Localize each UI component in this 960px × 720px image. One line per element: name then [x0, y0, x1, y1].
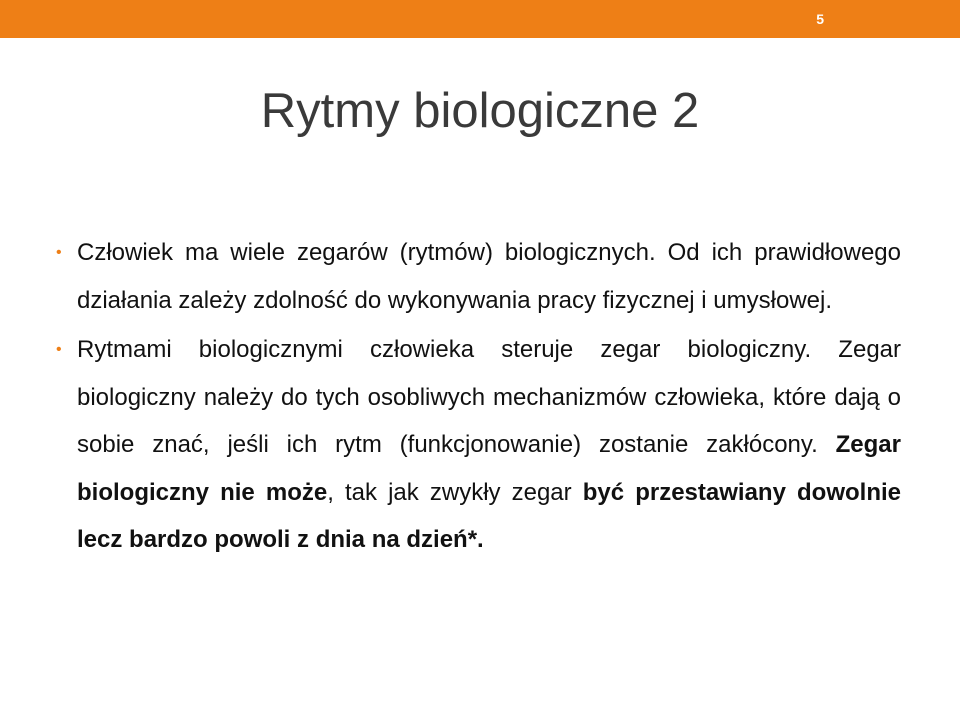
- bullet-text-2-bold-2: być przestawiany dowolnie lecz bardzo powoli z dnia na dzień*.: [77, 478, 902, 553]
- bullet-text-2-part-2: , tak jak zwykły zegar: [327, 478, 583, 506]
- bullet-item-2: [56, 326, 901, 564]
- bullet-list: [56, 229, 901, 566]
- slide-number: 5: [816, 11, 824, 27]
- bullet-text-1: Człowiek ma wiele zegarów (rytmów) biologicznych. Od ich prawidłowego działania zależy zdolność do wykonywania pracy fizycznej i umysłowej.: [77, 239, 901, 314]
- bullet-item-1: [56, 229, 901, 324]
- slide-title: Rytmy biologiczne 2: [260, 84, 700, 138]
- bullet-icon: •: [56, 341, 62, 358]
- bullet-text-2-bold-1: Zegar biologiczny nie może: [77, 431, 901, 506]
- bullet-text-2-part-1: Rytmami biologicznymi człowieka steruje zegar biologiczny. Zegar biologiczny należy do tych osobliwych mechanizmów człowieka, które dają o sobie znać, jeśli ich rytm (funkcjonowanie) zostanie zakłócony.: [77, 336, 901, 458]
- bullet-icon: •: [56, 244, 62, 261]
